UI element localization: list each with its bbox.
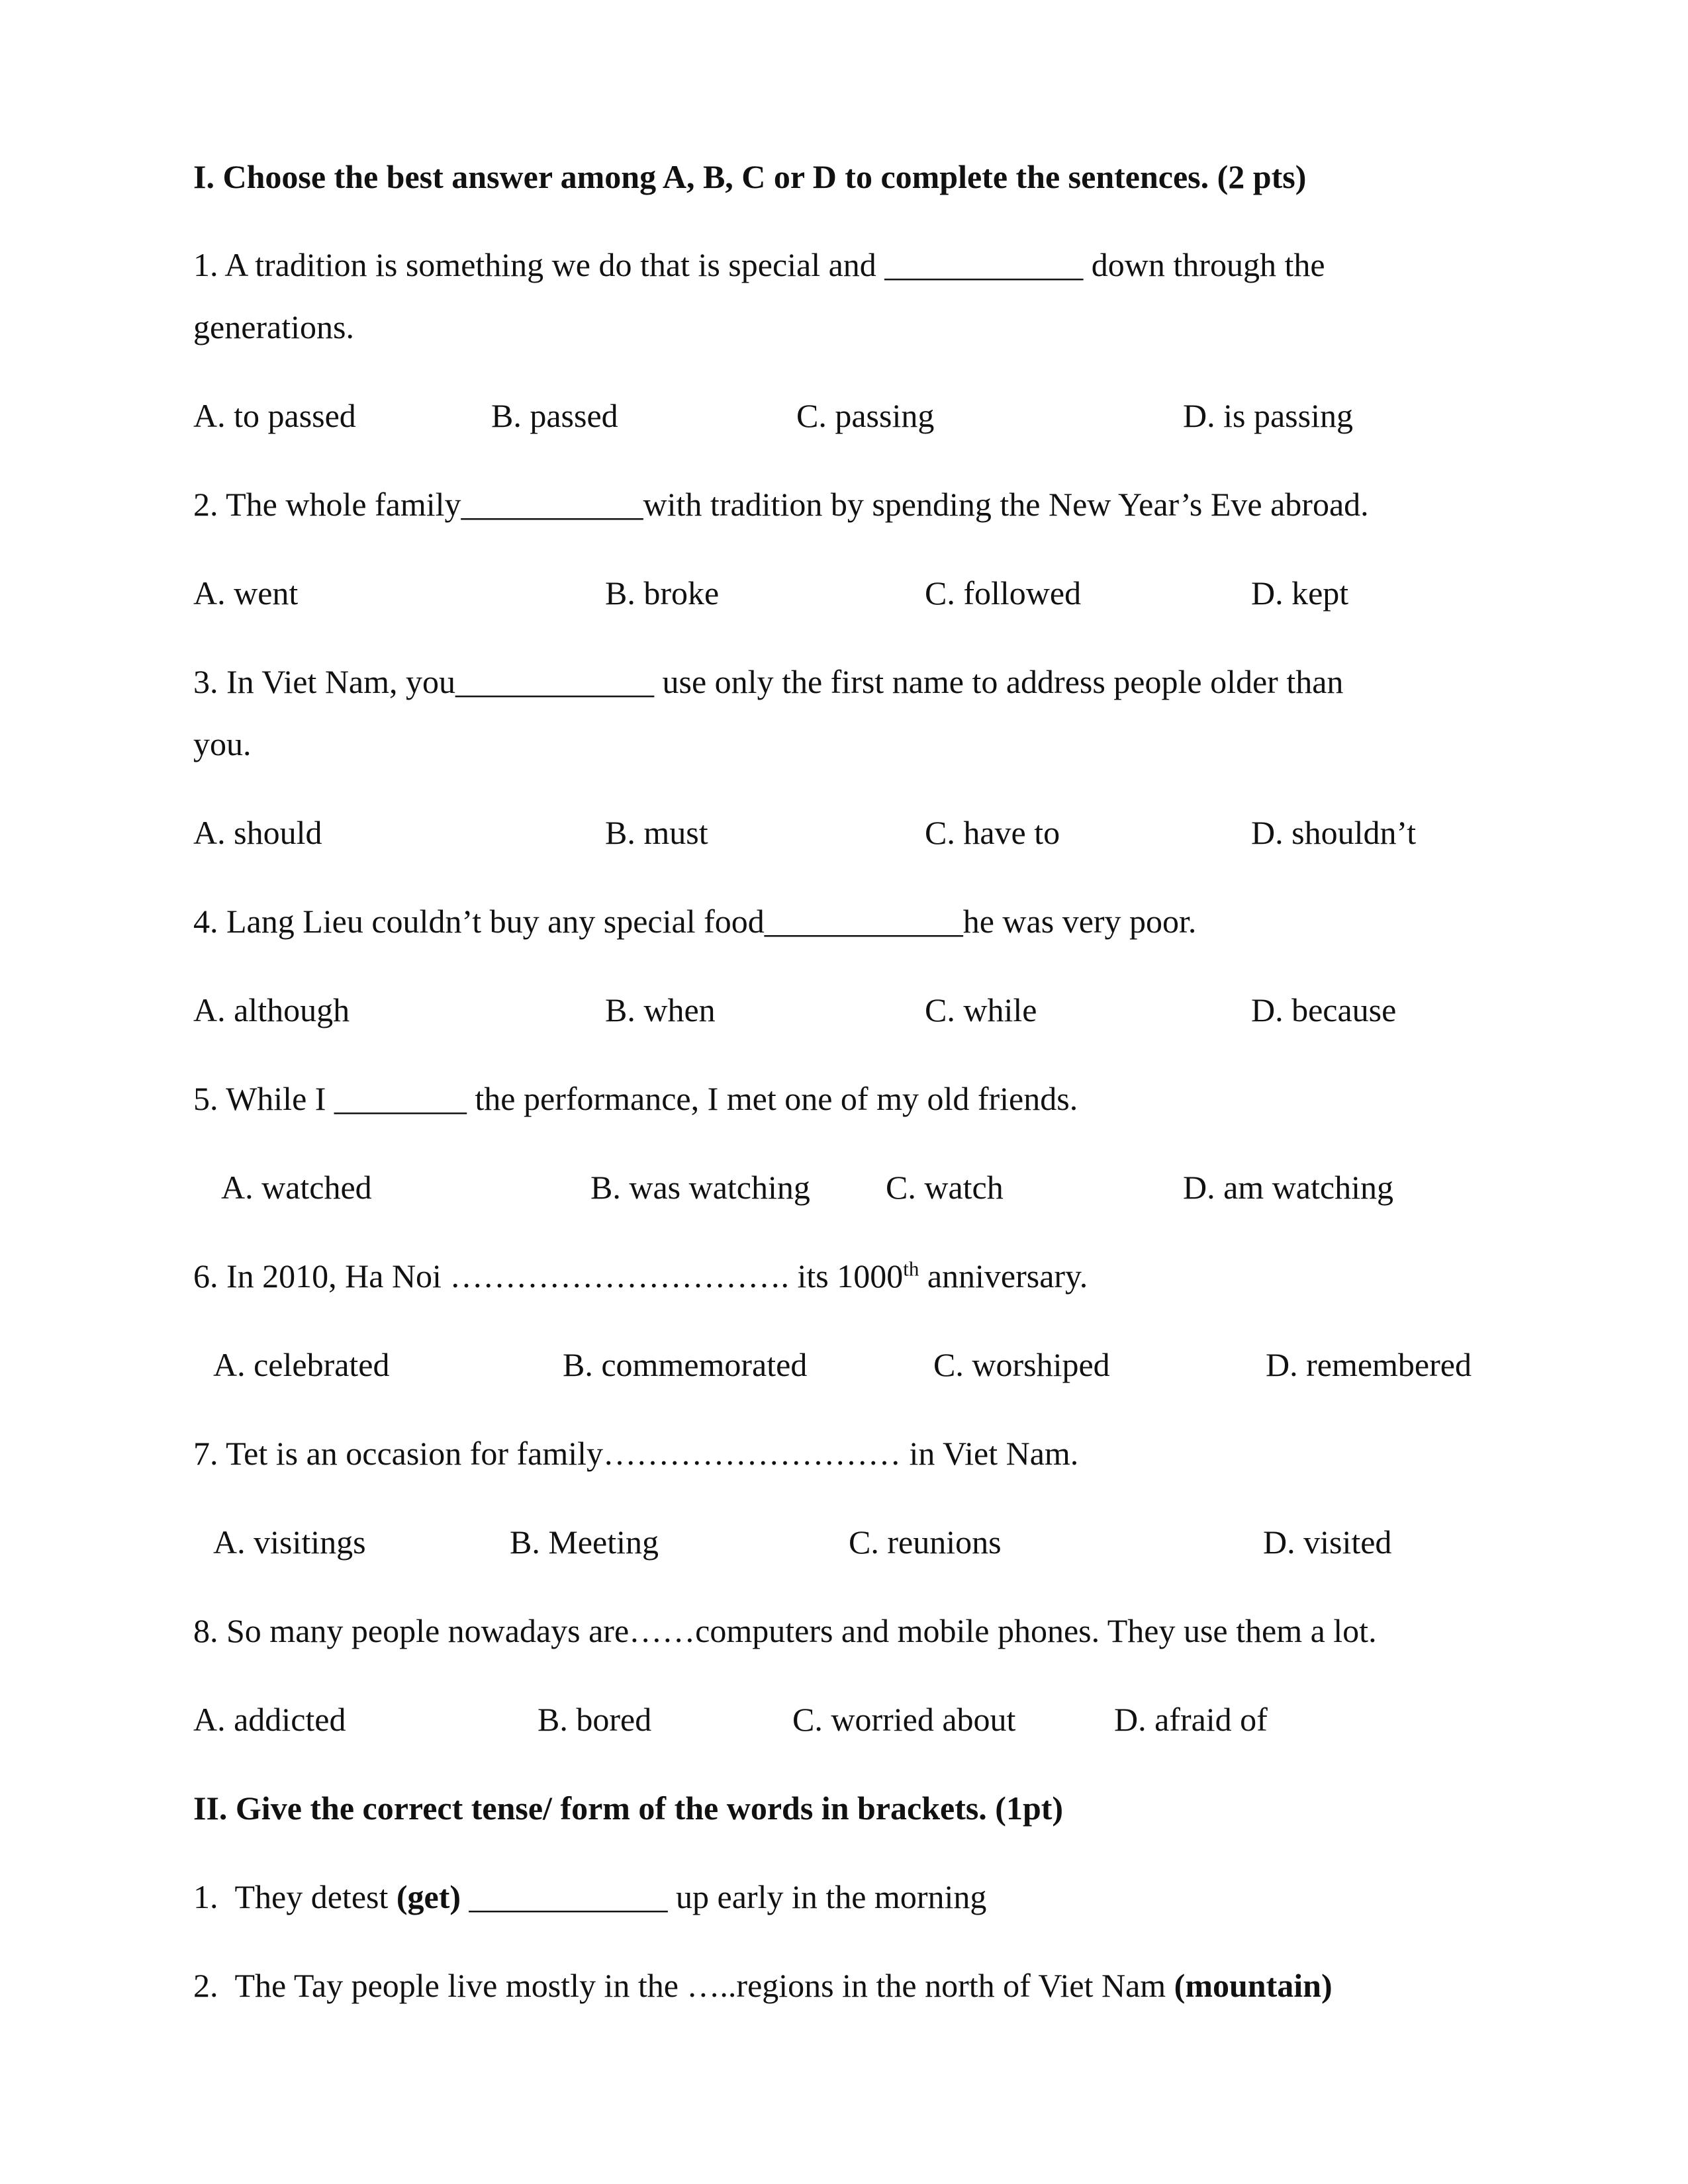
section-1-heading: I. Choose the best answer among A, B, C or D to complete the sentences. (2 pts): [193, 158, 1307, 195]
q3-option-a: A. should: [193, 814, 322, 851]
q2-option-b: B. broke: [605, 574, 720, 612]
item-text-before: They detest: [234, 1878, 397, 1915]
q5-option-c: C. watch: [886, 1169, 1004, 1206]
question-8-text: 8. So many people nowadays are……computers and mobile phones. They use them a lot.: [193, 1612, 1377, 1649]
q6-option-b: B. commemorated: [563, 1346, 808, 1383]
q2-option-d: D. kept: [1251, 574, 1349, 612]
q3-option-c: C. have to: [925, 814, 1060, 851]
q4-option-a: A. although: [193, 991, 350, 1028]
q4-option-d: D. because: [1251, 991, 1397, 1028]
section-2-item-1: [193, 1877, 986, 1917]
q6-option-d: D. remembered: [1266, 1346, 1472, 1383]
q1-option-d: D. is passing: [1183, 397, 1353, 434]
q8-option-b: B. bored: [538, 1701, 652, 1738]
bracket-word: (get): [396, 1878, 461, 1915]
q4-option-b: B. when: [605, 991, 716, 1028]
q8-option-c: C. worried about: [792, 1701, 1016, 1738]
q1-option-a: A. to passed: [193, 397, 356, 434]
q2-option-a: A. went: [193, 574, 299, 612]
q1-option-b: B. passed: [491, 397, 618, 434]
question-1-text-cont: generations.: [193, 308, 354, 345]
section-2-item-2: [193, 1966, 1333, 2005]
q6-option-c: C. worshiped: [933, 1346, 1110, 1383]
q2-option-c: C. followed: [925, 574, 1082, 612]
q5-option-b: B. was watching: [590, 1169, 810, 1206]
question-3-text: 3. In Viet Nam, you____________ use only the first name to address people older than: [193, 663, 1344, 700]
question-6-text-after: anniversary.: [919, 1257, 1088, 1295]
q8-option-a: A. addicted: [193, 1701, 346, 1738]
item-number: 1.: [193, 1878, 218, 1915]
item-text-after: ____________ up early in the morning: [461, 1878, 987, 1915]
q8-option-d: D. afraid of: [1114, 1701, 1268, 1738]
q6-option-a: A. celebrated: [213, 1346, 390, 1383]
q5-option-a: A. watched: [221, 1169, 372, 1206]
item-number: 2.: [193, 1967, 218, 2004]
q7-option-a: A. visitings: [213, 1524, 366, 1561]
q7-option-b: B. Meeting: [510, 1524, 659, 1561]
item-text-before: The Tay people live mostly in the …..regions in the north of Viet Nam: [234, 1967, 1174, 2004]
ordinal-suffix: th: [903, 1257, 919, 1281]
question-6-text: [193, 1256, 1088, 1296]
q3-option-b: B. must: [605, 814, 708, 851]
q1-option-c: C. passing: [796, 397, 935, 434]
question-5-text: 5. While I ________ the performance, I met one of my old friends.: [193, 1080, 1078, 1117]
q5-option-d: D. am watching: [1183, 1169, 1393, 1206]
q4-option-c: C. while: [925, 991, 1037, 1028]
q7-option-c: C. reunions: [849, 1524, 1002, 1561]
question-6-text-before: 6. In 2010, Ha Noi …………………………. its 1000: [193, 1257, 904, 1295]
question-2-text: 2. The whole family___________with tradition by spending the New Year’s Eve abroad.: [193, 486, 1369, 523]
question-1-text: 1. A tradition is something we do that is special and ____________ down through the: [193, 246, 1325, 283]
question-3-text-cont: you.: [193, 725, 252, 762]
question-4-text: 4. Lang Lieu couldn’t buy any special food____________he was very poor.: [193, 903, 1197, 940]
q7-option-d: D. visited: [1263, 1524, 1392, 1561]
question-7-text: 7. Tet is an occasion for family……………………… in Viet Nam.: [193, 1435, 1079, 1472]
q3-option-d: D. shouldn’t: [1251, 814, 1417, 851]
section-2-heading: II. Give the correct tense/ form of the words in brackets. (1pt): [193, 1790, 1064, 1827]
bracket-word: (mountain): [1174, 1967, 1333, 2004]
